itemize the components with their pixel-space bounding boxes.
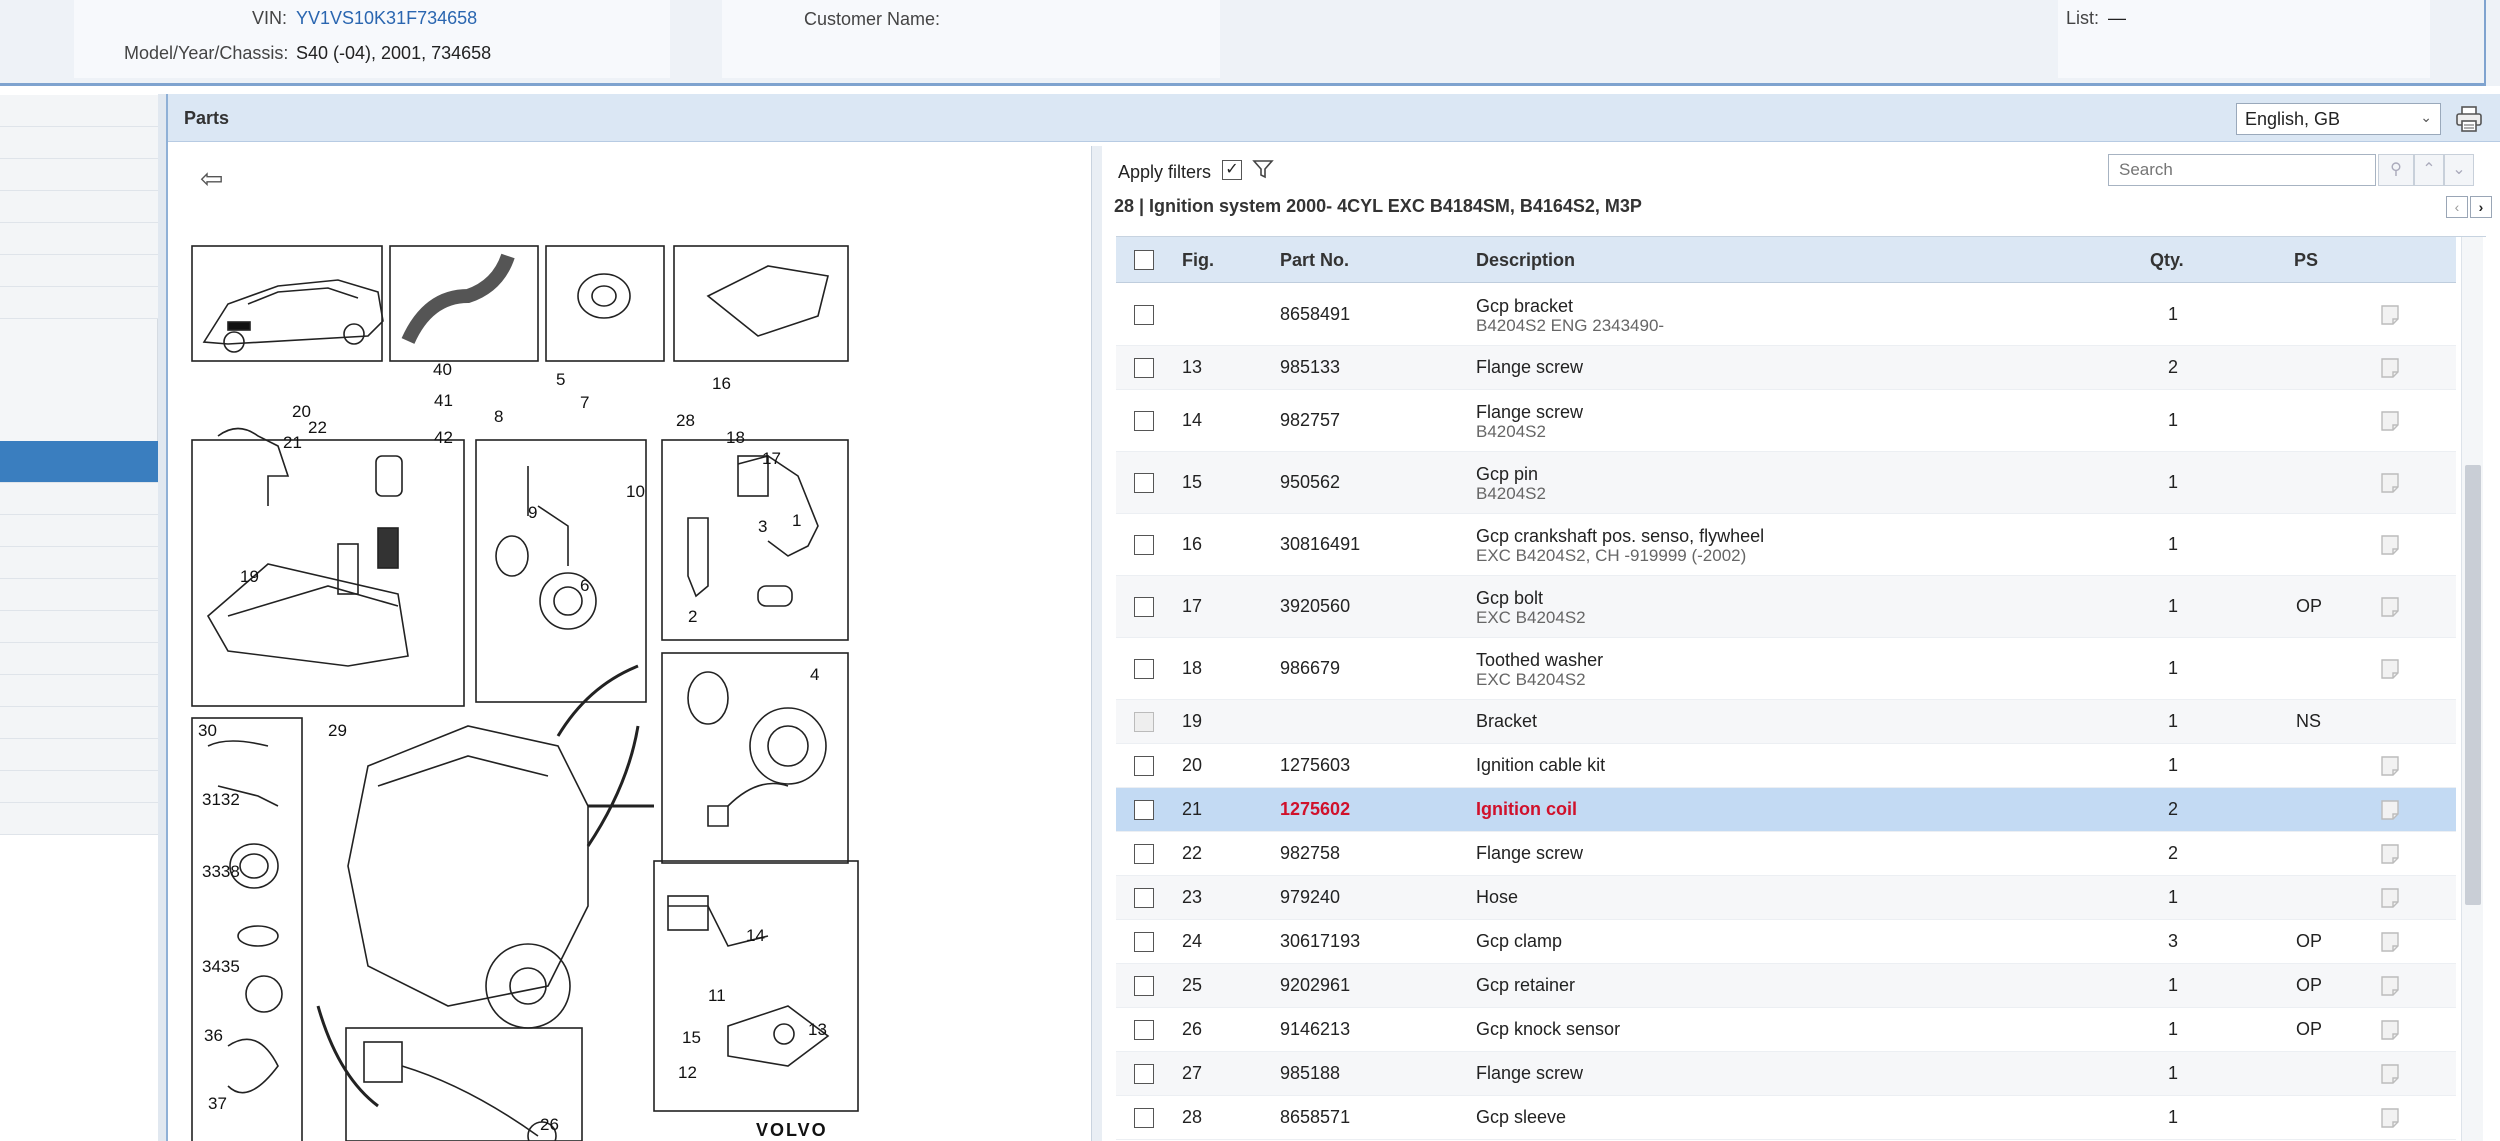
note-icon[interactable] <box>2380 887 2400 909</box>
fig-cell: 15 <box>1182 472 1203 492</box>
fig-cell: 14 <box>1182 410 1203 430</box>
back-arrow-icon[interactable]: ⇦ <box>200 163 224 194</box>
description-detail-cell: EXC B4204S2 <box>1476 670 1586 689</box>
row-checkbox[interactable] <box>1134 659 1154 679</box>
row-checkbox[interactable] <box>1134 535 1154 555</box>
description-cell: Flange screw <box>1476 402 1584 422</box>
qty-cell: 1 <box>2168 755 2179 775</box>
table-row[interactable] <box>1116 1096 2456 1140</box>
nav-item[interactable] <box>0 547 158 579</box>
fig-cell: 28 <box>1182 1107 1203 1127</box>
diagram-label[interactable]: 3338 <box>202 862 240 881</box>
diagram-label[interactable]: 9 <box>528 503 538 522</box>
part-number-cell[interactable]: 9202961 <box>1280 975 1351 995</box>
nav-item[interactable] <box>0 675 158 707</box>
qty-cell: 1 <box>2168 534 2179 554</box>
row-checkbox[interactable] <box>1134 358 1154 378</box>
printer-icon[interactable] <box>2454 104 2484 134</box>
fig-cell: 22 <box>1182 843 1203 863</box>
nav-item[interactable] <box>0 159 158 191</box>
diagram-label[interactable]: 42 <box>434 428 453 447</box>
qty-cell: 1 <box>2168 1019 2179 1039</box>
nav-item[interactable] <box>0 287 158 319</box>
description-cell: Hose <box>1476 887 1519 907</box>
table-row[interactable] <box>1116 700 2456 744</box>
diagram-label[interactable]: 4 <box>810 665 820 684</box>
qty-cell: 1 <box>2168 887 2179 907</box>
description-cell: Gcp bolt <box>1476 588 1544 608</box>
apply-filters-checkbox[interactable]: ✓ <box>1222 160 1242 180</box>
qty-cell: 2 <box>2168 357 2179 377</box>
qty-cell: 1 <box>2168 975 2179 995</box>
note-icon[interactable] <box>2380 357 2400 379</box>
column-header-description[interactable]: Description <box>1476 250 1576 270</box>
nav-item[interactable] <box>0 771 158 803</box>
fig-cell: 19 <box>1182 711 1203 731</box>
vehicle-info-box <box>74 0 670 78</box>
part-number-cell[interactable]: 986679 <box>1280 658 1341 678</box>
part-number-cell[interactable]: 1275603 <box>1280 755 1351 775</box>
description-detail-cell: B4204S2 <box>1476 484 1546 503</box>
chevron-up-icon[interactable]: ⌃ <box>2414 154 2444 186</box>
note-icon[interactable] <box>2380 304 2400 326</box>
ps-cell: OP <box>2296 975 2323 995</box>
nav-item[interactable] <box>0 255 158 287</box>
description-cell: Gcp knock sensor <box>1476 1019 1621 1039</box>
row-checkbox[interactable] <box>1134 756 1154 776</box>
table-row[interactable] <box>1116 514 2456 576</box>
row-checkbox[interactable] <box>1134 1064 1154 1084</box>
vehicle-info-bar <box>0 0 2500 86</box>
fig-cell: 21 <box>1182 799 1203 819</box>
customer-info-box <box>722 0 1220 78</box>
part-number-cell[interactable]: 985133 <box>1280 357 1341 377</box>
panel-title: Parts <box>184 108 230 128</box>
table-scrollbar[interactable] <box>2461 237 2483 1141</box>
part-number-cell[interactable]: 30617193 <box>1280 931 1361 951</box>
exploded-diagram[interactable] <box>168 146 1092 1141</box>
note-icon[interactable] <box>2380 472 2400 494</box>
diagram-label[interactable]: 36 <box>204 1026 223 1045</box>
diagram-label[interactable]: 8 <box>494 407 504 426</box>
ps-cell: OP <box>2296 931 2323 951</box>
part-number-cell[interactable]: 982757 <box>1280 410 1341 430</box>
list-info-box <box>2058 0 2430 78</box>
nav-item[interactable] <box>0 803 158 835</box>
table-row[interactable] <box>1116 284 2456 346</box>
fig-cell: 25 <box>1182 975 1203 995</box>
table-row[interactable] <box>1116 638 2456 700</box>
table-row[interactable] <box>1116 920 2456 964</box>
fig-cell: 13 <box>1182 357 1203 377</box>
nav-item-active[interactable] <box>0 441 158 483</box>
qty-cell: 2 <box>2168 843 2179 863</box>
model-label: Model/Year/Chassis: <box>124 43 289 63</box>
apply-filters-label: Apply filters <box>1118 162 1212 182</box>
note-icon[interactable] <box>2380 799 2400 821</box>
window-right-edge <box>2484 0 2500 86</box>
part-number-cell[interactable]: 979240 <box>1280 887 1341 907</box>
table-header <box>1116 237 2456 283</box>
diagram-label[interactable]: 17 <box>762 449 781 468</box>
diagram-label[interactable]: 20 <box>292 402 311 421</box>
note-icon[interactable] <box>2380 1019 2400 1041</box>
model-value: S40 (-04), 2001, 734658 <box>296 43 492 63</box>
search-input[interactable] <box>2108 154 2376 186</box>
note-icon[interactable] <box>2380 975 2400 997</box>
row-checkbox[interactable] <box>1134 712 1154 732</box>
part-number-cell[interactable]: 985188 <box>1280 1063 1341 1083</box>
diagram-label[interactable]: 19 <box>240 567 259 586</box>
diagram-label[interactable]: 15 <box>682 1028 701 1047</box>
table-row[interactable] <box>1116 576 2456 638</box>
table-row[interactable] <box>1116 744 2456 788</box>
language-select[interactable] <box>2236 103 2441 135</box>
description-cell: Gcp bracket <box>1476 296 1574 316</box>
row-checkbox[interactable] <box>1134 305 1154 325</box>
parts-panel <box>166 94 2500 1141</box>
panel-collapse-edge[interactable] <box>158 94 166 1141</box>
part-number-cell[interactable]: 30816491 <box>1280 534 1361 554</box>
description-detail-cell: EXC B4204S2 <box>1476 608 1586 627</box>
fig-cell: 20 <box>1182 755 1203 775</box>
diagram-label[interactable]: 30 <box>198 721 217 740</box>
parts-table <box>1116 236 2486 1141</box>
part-number-cell[interactable]: 8658491 <box>1280 304 1351 324</box>
fig-cell: 16 <box>1182 534 1203 554</box>
note-icon[interactable] <box>2380 658 2400 680</box>
search-icon[interactable]: ⚲ <box>2378 154 2414 186</box>
next-page-button[interactable]: › <box>2470 196 2492 218</box>
row-checkbox[interactable] <box>1134 976 1154 996</box>
ps-cell: NS <box>2296 711 2322 731</box>
note-icon[interactable] <box>2380 1107 2400 1129</box>
row-checkbox[interactable] <box>1134 888 1154 908</box>
description-cell: Gcp clamp <box>1476 931 1563 951</box>
description-detail-cell: B4204S2 ENG 2343490- <box>1476 316 1665 335</box>
table-row[interactable] <box>1116 1008 2456 1052</box>
diagram-label[interactable]: 26 <box>540 1115 559 1134</box>
column-header-qty[interactable]: Qty. <box>2150 250 2184 270</box>
vin-value[interactable]: YV1VS10K31F734658 <box>296 8 478 28</box>
qty-cell: 1 <box>2168 596 2179 616</box>
description-cell: Flange screw <box>1476 357 1584 377</box>
qty-cell: 1 <box>2168 304 2179 324</box>
list-label: List: <box>2066 8 2100 28</box>
row-checkbox[interactable] <box>1134 411 1154 431</box>
diagram-label[interactable]: 2 <box>688 607 698 626</box>
section-title: 28 | Ignition system 2000- 4CYL EXC B4184SM, B4164S2, M3P <box>1114 196 1642 216</box>
diagram-label[interactable]: 14 <box>746 926 765 945</box>
nav-item[interactable] <box>0 579 158 611</box>
diagram-label[interactable]: 37 <box>208 1094 227 1113</box>
fig-cell: 17 <box>1182 596 1203 616</box>
qty-cell: 2 <box>2168 799 2179 819</box>
note-icon[interactable] <box>2380 534 2400 556</box>
ps-cell: OP <box>2296 596 2323 616</box>
table-row[interactable] <box>1116 390 2456 452</box>
table-row[interactable] <box>1116 964 2456 1008</box>
description-cell: Flange screw <box>1476 1063 1584 1083</box>
row-checkbox[interactable] <box>1134 844 1154 864</box>
select-all-checkbox[interactable] <box>1134 250 1154 270</box>
part-number-cell[interactable]: 8658571 <box>1280 1107 1351 1127</box>
fig-cell: 18 <box>1182 658 1203 678</box>
diagram-label[interactable]: 6 <box>580 576 590 595</box>
description-cell: Gcp crankshaft pos. senso, flywheel <box>1476 526 1765 546</box>
fig-cell: 24 <box>1182 931 1203 951</box>
qty-cell: 1 <box>2168 658 2179 678</box>
qty-cell: 1 <box>2168 472 2179 492</box>
part-number-cell[interactable]: 950562 <box>1280 472 1341 492</box>
note-icon[interactable] <box>2380 843 2400 865</box>
part-number-cell[interactable]: 1275602 <box>1280 799 1351 819</box>
customer-name-label: Customer Name: <box>804 9 941 29</box>
diagram-label[interactable]: 5 <box>556 370 566 389</box>
nav-item[interactable] <box>0 95 158 127</box>
nav-item[interactable] <box>0 611 158 643</box>
column-header-ps[interactable]: PS <box>2294 250 2319 270</box>
language-select-value: English, GB <box>2245 109 2341 129</box>
vin-label: VIN: <box>252 8 288 28</box>
diagram-label[interactable]: 1 <box>792 511 802 530</box>
panel-header <box>168 94 2500 142</box>
note-icon[interactable] <box>2380 596 2400 618</box>
chevron-down-icon[interactable]: ⌄ <box>2444 154 2474 186</box>
nav-item[interactable] <box>0 223 158 255</box>
part-number-cell[interactable]: 3920560 <box>1280 596 1351 616</box>
volvo-logo: VOLVO <box>756 1120 828 1140</box>
description-cell: Ignition coil <box>1476 799 1577 819</box>
description-cell: Gcp pin <box>1476 464 1539 484</box>
row-checkbox[interactable] <box>1134 1020 1154 1040</box>
note-icon[interactable] <box>2380 931 2400 953</box>
table-row[interactable] <box>1116 832 2456 876</box>
row-checkbox[interactable] <box>1134 800 1154 820</box>
qty-cell: 1 <box>2168 1063 2179 1083</box>
qty-cell: 1 <box>2168 410 2179 430</box>
diagram-label[interactable]: 3435 <box>202 957 240 976</box>
nav-item[interactable] <box>0 127 158 159</box>
note-icon[interactable] <box>2380 410 2400 432</box>
diagram-label[interactable]: 40 <box>433 360 452 379</box>
nav-item[interactable] <box>0 515 158 547</box>
description-cell: Gcp sleeve <box>1476 1107 1567 1127</box>
table-row[interactable] <box>1116 346 2456 390</box>
diagram-label[interactable]: 18 <box>726 428 745 447</box>
diagram-label[interactable]: 3 <box>758 517 768 536</box>
exploded-diagram-pane <box>168 146 1092 1141</box>
previous-page-button[interactable]: ‹ <box>2446 196 2468 218</box>
diagram-label[interactable]: 41 <box>434 391 453 410</box>
diagram-label[interactable]: 21 <box>283 433 302 452</box>
diagram-label[interactable]: 11 <box>708 986 726 1005</box>
diagram-label[interactable]: 28 <box>676 411 695 430</box>
row-checkbox[interactable] <box>1134 1108 1154 1128</box>
left-navigation <box>0 95 158 835</box>
nav-item[interactable] <box>0 483 158 515</box>
diagram-label[interactable]: 12 <box>678 1063 697 1082</box>
qty-cell: 1 <box>2168 711 2179 731</box>
list-value: — <box>2108 8 2126 28</box>
nav-item[interactable] <box>0 739 158 771</box>
row-checkbox[interactable] <box>1134 597 1154 617</box>
description-cell: Bracket <box>1476 711 1538 731</box>
qty-cell: 3 <box>2168 931 2179 951</box>
column-header-fig[interactable]: Fig. <box>1182 250 1214 270</box>
diagram-label[interactable]: 13 <box>808 1020 827 1039</box>
description-cell: Ignition cable kit <box>1476 755 1606 775</box>
part-number-cell[interactable]: 982758 <box>1280 843 1341 863</box>
diagram-label[interactable]: 22 <box>308 418 327 437</box>
note-icon[interactable] <box>2380 1063 2400 1085</box>
filter-icon[interactable] <box>1252 158 1274 180</box>
fig-cell: 23 <box>1182 887 1203 907</box>
chevron-down-icon: ⌄ <box>2420 109 2432 125</box>
description-cell: Gcp retainer <box>1476 975 1576 995</box>
diagram-label[interactable]: 29 <box>328 721 347 740</box>
fig-cell: 27 <box>1182 1063 1203 1083</box>
scrollbar-thumb[interactable] <box>2465 465 2481 905</box>
diagram-label[interactable]: 16 <box>712 374 731 393</box>
row-checkbox[interactable] <box>1134 932 1154 952</box>
nav-item[interactable] <box>0 191 158 223</box>
description-detail-cell: EXC B4204S2, CH -919999 (-2002) <box>1476 546 1747 565</box>
table-row[interactable] <box>1116 452 2456 514</box>
qty-cell: 1 <box>2168 1107 2179 1127</box>
diagram-label[interactable]: 7 <box>580 393 590 412</box>
fig-cell: 26 <box>1182 1019 1203 1039</box>
table-row[interactable] <box>1116 876 2456 920</box>
nav-item[interactable] <box>0 643 158 675</box>
diagram-label[interactable]: 10 <box>626 482 645 501</box>
description-cell: Flange screw <box>1476 843 1584 863</box>
table-row[interactable] <box>1116 1052 2456 1096</box>
parts-list-pane <box>1102 146 2500 1141</box>
table-row[interactable] <box>1116 788 2456 832</box>
column-header-part-no[interactable]: Part No. <box>1280 250 1350 270</box>
description-cell: Toothed washer <box>1476 650 1604 670</box>
nav-item[interactable] <box>0 707 158 739</box>
diagram-label[interactable]: 3132 <box>202 790 240 809</box>
description-detail-cell: B4204S2 <box>1476 422 1546 441</box>
row-checkbox[interactable] <box>1134 473 1154 493</box>
note-icon[interactable] <box>2380 755 2400 777</box>
part-number-cell[interactable]: 9146213 <box>1280 1019 1351 1039</box>
ps-cell: OP <box>2296 1019 2323 1039</box>
